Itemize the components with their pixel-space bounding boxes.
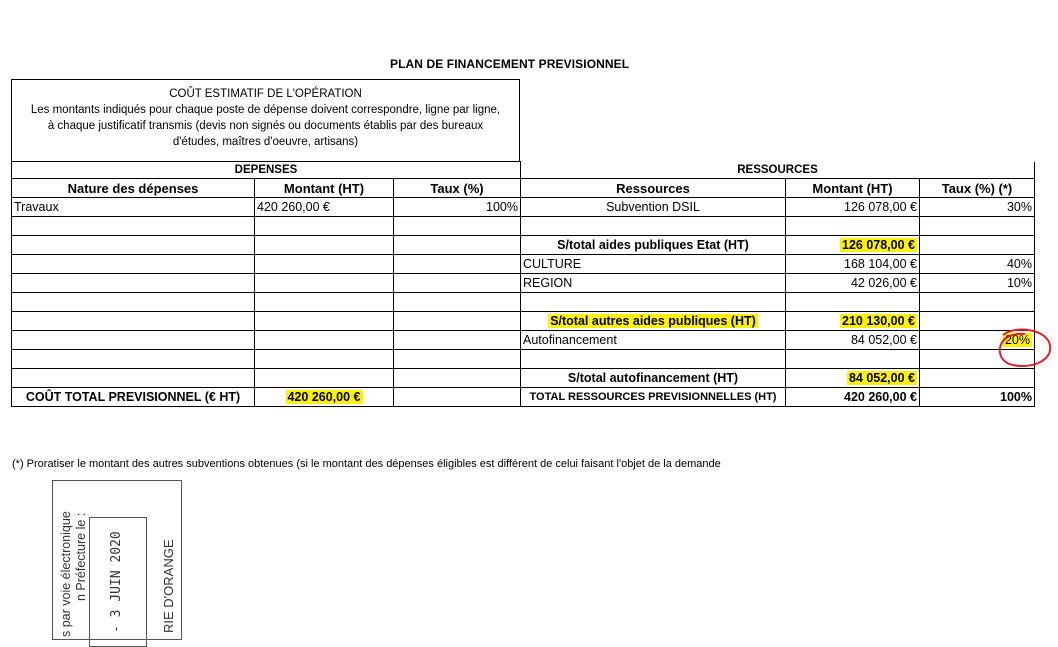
stamp-mairie: RIE D'ORANGE [161,539,176,633]
empty-cell [920,217,1035,236]
table-row [12,369,1035,388]
table-row [12,331,1035,350]
empty-cell [255,312,394,331]
dsil-taux: 30% [920,198,1035,217]
auto-subtotal-value: 84 052,00 € [848,371,915,385]
stamp-line-1: s par voie électronique [59,511,73,637]
region-label: REGION [521,274,786,293]
empty-cell [12,236,255,255]
cost-box-line-3: d'études, maîtres d'oeuvre, artisans) [172,136,359,148]
table-row [12,350,1035,369]
table-row [12,274,1035,293]
empty-cell [255,369,394,388]
cost-box-heading: COÛT ESTIMATIF DE L'OPÉRATION [169,88,362,100]
col-montant-header: Montant (HT) [255,179,394,198]
culture-taux: 40% [920,255,1035,274]
cost-box-line-1: Les montants indiqués pour chaque poste de dépense doivent correspondre, ligne par ligne, [30,104,501,116]
empty-cell [12,350,255,369]
empty-cell [786,350,920,369]
region-montant: 42 026,00 € [786,274,920,293]
empty-cell [12,331,255,350]
cost-estimate-box [11,79,520,161]
culture-montant: 168 104,00 € [786,255,920,274]
empty-cell [255,236,394,255]
etat-subtotal-montant [786,236,920,255]
col-ressources-header: Ressources [521,179,786,198]
auto-subtotal-label: S/total autofinancement (HT) [521,369,786,388]
empty-cell [521,217,786,236]
empty-cell [12,293,255,312]
section-header-row [12,162,1035,179]
table-row [12,236,1035,255]
empty-cell [521,350,786,369]
col-nature-header: Nature des dépenses [12,179,255,198]
empty-cell [394,255,521,274]
empty-cell [12,217,255,236]
etat-subtotal-value: 126 078,00 € [842,238,915,252]
empty-cell [394,293,521,312]
empty-cell [394,350,521,369]
empty-cell [255,350,394,369]
region-taux: 10% [920,274,1035,293]
travaux-taux: 100% [394,198,521,217]
empty-cell [12,274,255,293]
empty-cell [394,331,521,350]
col-res-taux-header: Taux (%) (*) [920,179,1035,198]
autofinancement-montant: 84 052,00 € [786,331,920,350]
col-res-montant-header: Montant (HT) [786,179,920,198]
empty-cell [786,217,920,236]
col-taux-header: Taux (%) [394,179,521,198]
empty-cell [12,369,255,388]
total-ressources-taux: 100% [920,388,1035,407]
dsil-label: Subvention DSIL [521,198,786,217]
reception-stamp [52,480,182,640]
empty-cell [255,331,394,350]
total-ressources-montant: 420 260,00 € [786,388,920,407]
empty-cell [394,388,521,407]
empty-cell [255,293,394,312]
table-row [12,312,1035,331]
table-row [12,217,1035,236]
etat-subtotal-label: S/total aides publiques Etat (HT) [521,236,786,255]
red-annotation-circle [995,327,1053,369]
dsil-montant: 126 078,00 € [786,198,920,217]
empty-cell [394,217,521,236]
empty-cell [394,274,521,293]
autres-subtotal-value: 210 130,00 € [842,314,915,328]
empty-cell [12,255,255,274]
empty-cell [255,274,394,293]
footnote: (*) Proratiser le montant des autres subventions obtenues (si le montant des dépenses éligibles est différent de celui faisant l'objet de la demande [12,458,721,470]
cost-box-line-2: à chaque justificatif transmis (devis non signés ou documents établis par des bureaux [47,120,484,132]
auto-subtotal-montant [786,369,920,388]
autofinancement-label: Autofinancement [521,331,786,350]
total-row [12,388,1035,407]
cout-total-montant [255,388,394,407]
depenses-section-header: DEPENSES [12,162,521,179]
empty-cell [786,293,920,312]
empty-cell [920,369,1035,388]
empty-cell [394,236,521,255]
cout-total-value: 420 260,00 € [287,390,361,404]
empty-cell [12,312,255,331]
culture-label: CULTURE [521,255,786,274]
autres-subtotal-montant [786,312,920,331]
empty-cell [394,369,521,388]
travaux-montant: 420 260,00 € [255,198,394,217]
empty-cell [255,217,394,236]
stamp-date: - 3 JUIN 2020 [109,531,124,633]
cout-total-label: COÛT TOTAL PREVISIONNEL (€ HT) [12,388,255,407]
stamp-line-2: n Préfecture le : [74,512,88,601]
ressources-section-header: RESSOURCES [521,162,1035,179]
autres-subtotal-text: S/total autres aides publiques (HT) [550,314,756,328]
empty-cell [920,293,1035,312]
table-row [12,293,1035,312]
financing-table [11,161,1035,407]
page-title: PLAN DE FINANCEMENT PREVISIONNEL [390,57,630,71]
empty-cell [521,293,786,312]
empty-cell [255,255,394,274]
column-header-row [12,179,1035,198]
empty-cell [394,312,521,331]
table-row [12,255,1035,274]
autres-subtotal-label [521,312,786,331]
travaux-label: Travaux [12,198,255,217]
total-ressources-label: TOTAL RESSOURCES PREVISIONNELLES (HT) [521,388,786,407]
table-row [12,198,1035,217]
empty-cell [920,236,1035,255]
autofinancement-taux-value: 20% [1004,333,1030,347]
